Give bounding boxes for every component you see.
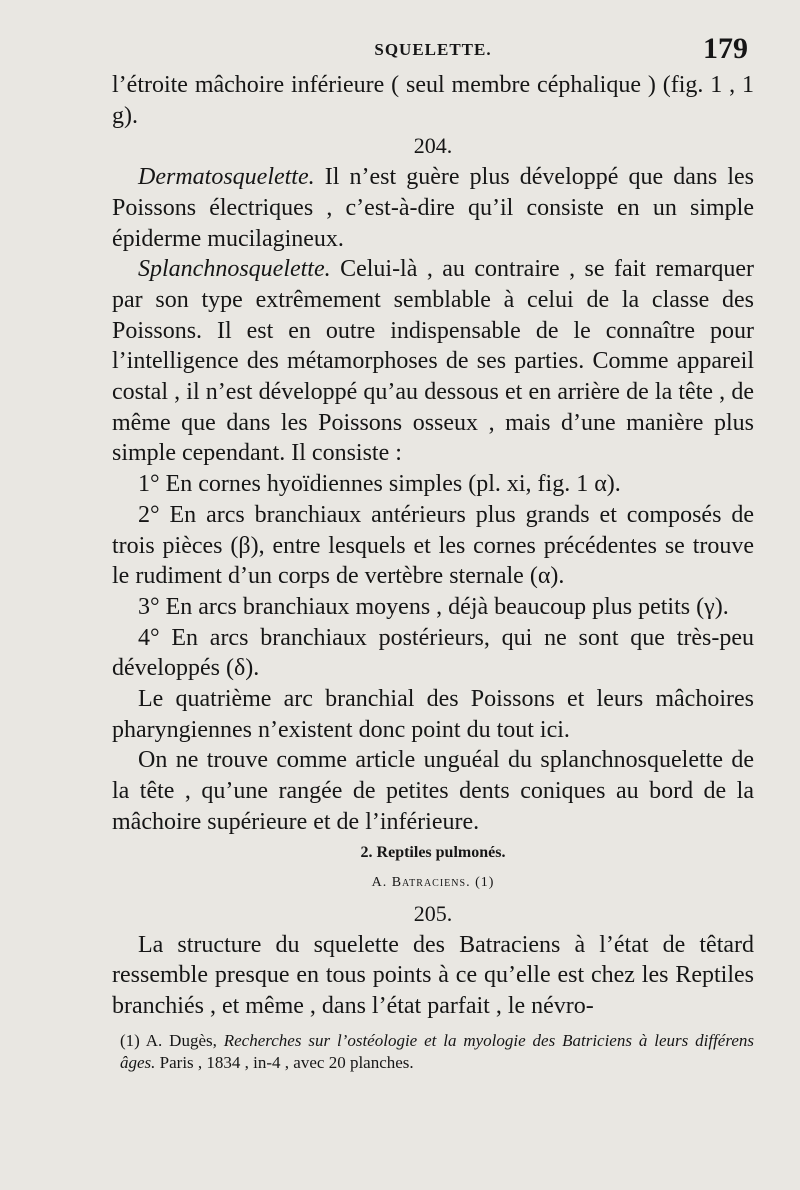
paragraph-article-ungueal: On ne trouve comme article unguéal du splanchnosquelette de la tête , qu’une rangée de petites dents coniques au bord de la mâchoire supérieure et de l’inférieure.: [112, 747, 754, 835]
list-item-1: 1° En cornes hyoïdiennes simples (pl. xi, fig. 1 α).: [138, 471, 621, 498]
paragraph-1: l’étroite mâchoire inférieure ( seul membre céphalique ) (fig. 1 , 1 g).: [112, 72, 754, 129]
footnote-prefix: (1) A. Dugès,: [120, 1030, 224, 1050]
term-dermatosquelette: Dermatosquelette.: [138, 164, 315, 191]
footnote: [112, 1030, 754, 1074]
list-item-3: 3° En arcs branchiaux moyens , déjà beaucoup plus petits (γ).: [138, 593, 729, 620]
list-item-4: 4° En arcs branchiaux postérieurs, qui ne sont que très-peu développés (δ).: [112, 624, 754, 682]
section-number-204: 204.: [413, 133, 453, 159]
footnote-title: Recherches sur l’ostéologie et la myologie des Batriciens à leurs différens âges.: [120, 1030, 754, 1072]
subheading-reptiles-pulmones: 2. Reptiles pulmonés.: [360, 843, 506, 861]
page-header: [112, 30, 754, 70]
paragraph-splanchnosquelette: [112, 254, 754, 469]
paragraph-dermatosquelette-text: Il n’est guère plus développé que dans les Poissons électriques , c’est-à-dire qu’il consiste en un simple épiderme mucilagineux.: [112, 164, 754, 252]
footnote-suffix: Paris , 1834 , in-4 , avec 20 planches.: [155, 1052, 414, 1072]
subheading-batraciens: A. Batraciens. (1): [371, 875, 495, 891]
paragraph-quatrieme-arc: Le quatrième arc branchial des Poissons et leurs mâchoires pharyngiennes n’existent donc point du tout ici.: [112, 686, 754, 743]
running-title: SQUELETTE.: [374, 40, 492, 59]
paragraph-dermatosquelette: [112, 162, 754, 254]
paragraph-splanchnosquelette-text: Celui-là , au contraire , se fait remarquer par son type extrêmement semblable à celui de la classe des Poissons. Il est en outre indispensable de le connaître pour l’intelligence des métamorphoses de ses parties. Comme appareil costal , il n’est développé qu’au dessous et en arrière de la tête , de même que dans les Poissons osseux , mais d’une manière plus simple cependant. Il consiste :: [112, 256, 754, 467]
page-number: 179: [703, 32, 748, 65]
paragraph-structure-batraciens: La structure du squelette des Batraciens à l’état de têtard ressemble presque en tous points à ce qu’elle est chez les Reptiles branchiés , et même , dans l’état parfait , le névro-: [112, 931, 754, 1020]
section-number-205: 205.: [413, 900, 453, 926]
body-text: [112, 70, 754, 1022]
term-splanchnosquelette: Splanchnosquelette.: [138, 256, 331, 283]
list-item-2: 2° En arcs branchiaux antérieurs plus grands et composés de trois pièces (β), entre lesquels et les cornes précédentes se trouve le rudiment d’un corps de vertèbre sternale (α).: [112, 501, 754, 590]
